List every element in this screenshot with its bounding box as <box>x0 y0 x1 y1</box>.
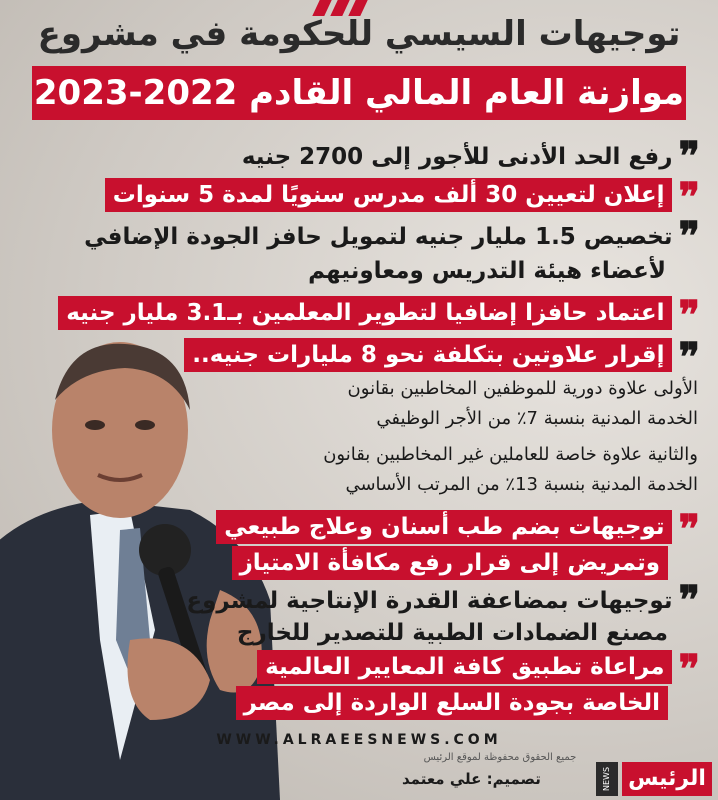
quote-icon: ❞ <box>678 133 700 180</box>
list-item-continuation: الخاصة بجودة السلع الواردة إلى مصر <box>236 686 668 724</box>
quote-icon: ❞ <box>678 333 700 381</box>
list-item-continuation: لأعضاء هيئة التدريس ومعاونيهم <box>308 258 666 284</box>
list-item: ❞توجيهات بضم طب أسنان وعلاج طبيعي <box>216 510 700 548</box>
list-item-continuation: وتمريض إلى قرار رفع مكافأة الامتياز <box>232 546 668 584</box>
brand-logo: NEWS الرئيس <box>596 762 714 796</box>
quote-icon: ❞ <box>678 213 700 260</box>
list-item: ❞تخصيص 1.5 مليار جنيه لتمويل حافز الجودة الإضافي <box>84 213 700 260</box>
designer-credit: تصميم: علي معتمد <box>402 770 541 788</box>
list-item: ❞توجيهات بمضاعفة القدرة الإنتاجية لمشروع <box>186 577 700 624</box>
quote-icon: ❞ <box>678 577 700 624</box>
quote-icon: ❞ <box>678 645 700 693</box>
list-item: ❞إعلان لتعيين 30 ألف مدرس سنويًا لمدة 5 سنوات <box>105 178 700 216</box>
title-line-1: توجيهات السيسي للحكومة في مشروع <box>37 14 681 54</box>
rights-text: جميع الحقوق محفوظة لموقع الرئيس <box>423 752 577 763</box>
allowance-second: والثانية علاوة خاصة للعاملين غير المخاطبين بقانون الخدمة المدنية بنسبة 13٪ من المرتب الأساسي <box>323 444 698 495</box>
website-url: WWW.ALRAEESNEWS.COM <box>216 732 502 748</box>
quote-icon: ❞ <box>678 291 700 339</box>
list-item: ❞رفع الحد الأدنى للأجور إلى 2700 جنيه <box>241 133 700 180</box>
list-item: ❞اعتماد حافزا إضافيا لتطوير المعلمين بـ3.1 مليار جنيه <box>58 296 700 334</box>
title-line-2: موازنة العام المالي القادم 2022-2023 <box>32 66 686 120</box>
list-item: ❞إقرار علاوتين بتكلفة نحو 8 مليارات جنيه.. <box>184 338 700 376</box>
quote-icon: ❞ <box>678 173 700 221</box>
allowance-first: الأولى علاوة دورية للموظفين المخاطبين بقانون الخدمة المدنية بنسبة 7٪ من الأجر الوظيفي <box>347 378 698 429</box>
list-item: ❞مراعاة تطبيق كافة المعايير العالمية <box>257 650 700 688</box>
quote-icon: ❞ <box>678 505 700 553</box>
list-item-continuation: مصنع الضمادات الطبية للتصدير للخارج <box>236 620 668 646</box>
